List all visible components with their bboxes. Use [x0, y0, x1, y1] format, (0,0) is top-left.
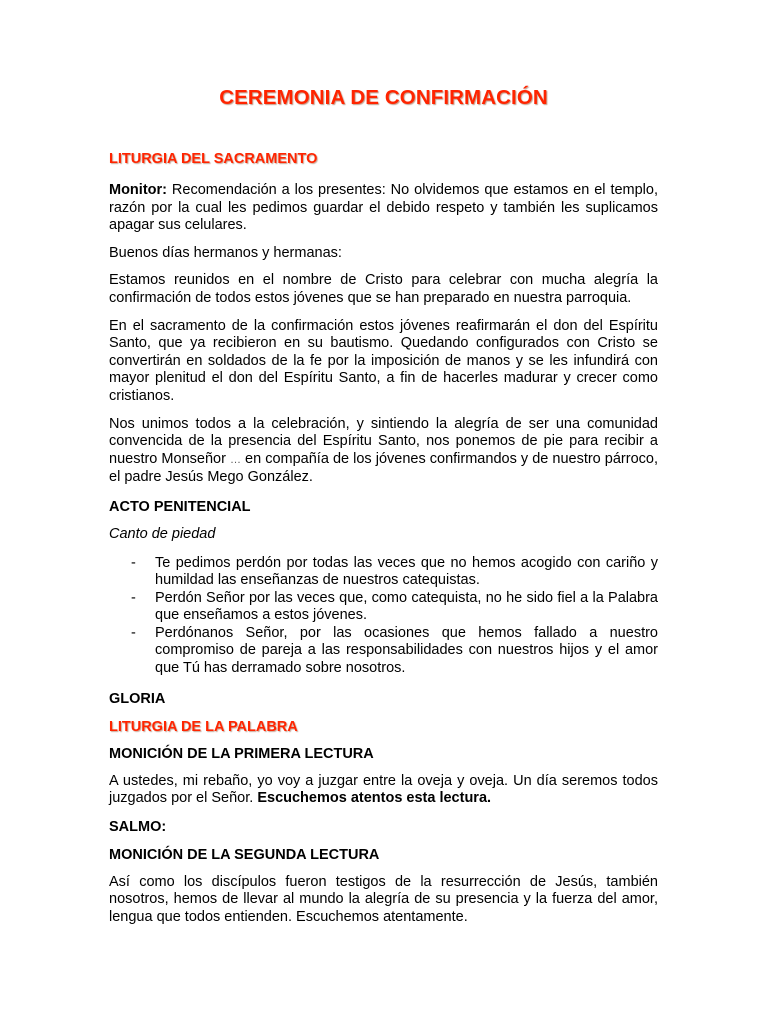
paragraph-segunda-lectura: Así como los discípulos fueron testigos de la resurrección de Jesús, también nosotros, hemos de llevar al mundo la alegría de su presencia y la fuerza del amor, lengua que todos entienden. Escuchemos atentamente.: [109, 873, 658, 926]
section-heading-liturgia-palabra: LITURGIA DE LA PALABRA: [109, 718, 298, 735]
ellipsis-mark: …: [229, 453, 241, 466]
paragraph-primera-lectura: [109, 773, 658, 808]
paragraph-celebracion: [109, 416, 658, 487]
penitential-list: [109, 555, 658, 678]
heading-salmo: SALMO:: [109, 818, 167, 835]
dash-bullet-icon: -: [131, 554, 136, 571]
canto-de-piedad: Canto de piedad: [109, 525, 216, 542]
monitor-label: Monitor:: [109, 182, 167, 198]
section-heading-acto-penitencial: ACTO PENITENCIAL: [109, 498, 251, 515]
primera-text: A ustedes, mi rebaño, yo voy a juzgar entre la oveja y oveja. Un día seremos todos juzgados por el Señor.: [109, 772, 658, 807]
list-item-text: Te pedimos perdón por todas las veces que no hemos acogido con cariño y humildad las enseñanzas de nuestros catequistas.: [155, 554, 658, 589]
monitor-paragraph: [109, 182, 658, 235]
document-title: CEREMONIA DE CONFIRMACIÓN: [219, 86, 548, 109]
heading-primera-lectura: MONICIÓN DE LA PRIMERA LECTURA: [109, 745, 374, 762]
heading-segunda-lectura: MONICIÓN DE LA SEGUNDA LECTURA: [109, 846, 380, 863]
dash-bullet-icon: -: [131, 624, 136, 641]
document-body: [109, 150, 658, 927]
celebracion-text-a: Nos unimos todos a la celebración, y sintiendo la alegría de ser una comunidad convencida de la presencia del Espíritu Santo, nos ponemos de pie para recibir a nuestro Monseñor: [109, 415, 658, 467]
monitor-text: Recomendación a los presentes: No olvidemos que estamos en el templo, razón por la cual les pedimos guardar el debido respeto y también les suplicamos apagar sus celulares.: [109, 182, 658, 234]
paragraph-reunidos: Estamos reunidos en el nombre de Cristo para celebrar con mucha alegría la confirmación de todos estos jóvenes que se han preparado en nuestra parroquia.: [109, 272, 658, 306]
list-item: [109, 590, 658, 625]
list-item: [109, 555, 658, 590]
greeting-paragraph: Buenos días hermanos y hermanas:: [109, 244, 342, 261]
list-item: [109, 625, 658, 678]
celebracion-text-b: en compañía de los jóvenes confirmandos y de nuestro párroco, el padre Jesús Mego González.: [109, 450, 658, 486]
list-item-text: Perdón Señor por las veces que, como catequista, no he sido fiel a la Palabra que enseñamos a estos jóvenes.: [155, 589, 658, 624]
paragraph-sacramento: En el sacramento de la confirmación estos jóvenes reafirmarán el don del Espíritu Santo, que ya recibieron en su bautismo. Quedando configurados con Cristo se convertirán en soldados de la fe por la imposición de manos y se les infundirá con mayor plenitud el don del Espíritu Santo, a fin de hacerles madurar y crecer como cristianos.: [109, 317, 658, 404]
section-heading-liturgia-sacramento: LITURGIA DEL SACRAMENTO: [109, 151, 318, 167]
section-heading-gloria: GLORIA: [109, 690, 166, 707]
list-item-text: Perdónanos Señor, por las ocasiones que hemos fallado a nuestro compromiso de pareja a las responsabilidades con nuestros hijos y el amor que Tú has derramado sobre nosotros.: [155, 624, 658, 677]
dash-bullet-icon: -: [131, 589, 136, 606]
primera-bold-text: Escuchemos atentos esta lectura.: [257, 790, 492, 807]
